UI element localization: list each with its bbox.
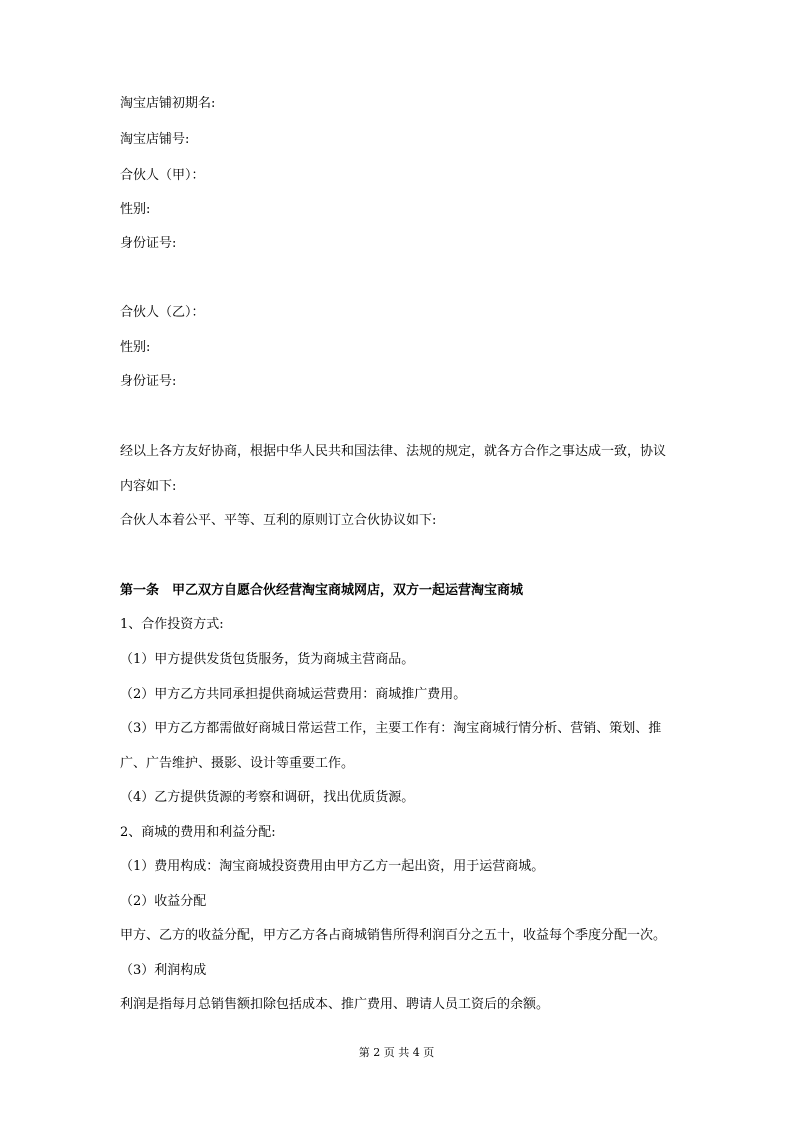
field-partner-a-id: 身份证号: <box>120 236 177 251</box>
investment-item-1: （1）甲方提供发货包货服务，货为商城主营商品。 <box>120 652 415 667</box>
section-investment-title: 1、合作投资方式: <box>120 617 224 632</box>
investment-item-3-line-2: 广、广告维护、摄影、设计等重要工作。 <box>120 756 355 771</box>
field-partner-a: 合伙人（甲）： <box>120 168 205 183</box>
field-shop-name: 淘宝店铺初期名: <box>120 96 216 111</box>
profit-item-2: （2）收益分配 <box>120 894 207 909</box>
field-partner-b-id: 身份证号: <box>120 374 177 389</box>
article-1-heading: 第一条 甲乙双方自愿合伙经营淘宝商城网店，双方一起运营淘宝商城 <box>120 583 524 598</box>
field-shop-number: 淘宝店铺号: <box>120 132 190 147</box>
profit-item-3-text: 利润是指每月总销售额扣除包括成本、推广费用、聘请人员工资后的余额。 <box>120 997 550 1012</box>
profit-item-3: （3）利润构成 <box>120 963 207 978</box>
investment-item-4: （4）乙方提供货源的考察和调研，找出优质货源。 <box>120 790 415 805</box>
field-partner-b-gender: 性别: <box>120 340 151 355</box>
field-partner-a-gender: 性别: <box>120 202 151 217</box>
field-partner-b: 合伙人（乙）： <box>120 305 205 320</box>
profit-item-2-text: 甲方、乙方的收益分配，甲方乙方各占商城销售所得利润百分之五十，收益每个季度分配一次。 <box>120 928 667 943</box>
intro-principles: 合伙人本着公平、平等、互利的原则订立合伙协议如下: <box>120 513 437 528</box>
intro-paragraph-line-2: 内容如下: <box>120 479 177 494</box>
page-number: 第 2 页 共 4 页 <box>358 1046 435 1059</box>
intro-paragraph-line-1: 经以上各方友好协商，根据中华人民共和国法律、法规的规定，就各方合作之事达成一致，协议 <box>120 444 667 459</box>
investment-item-2: （2）甲方乙方共同承担提供商城运营费用：商城推广费用。 <box>120 687 467 702</box>
investment-item-3-line-1: （3）甲方乙方都需做好商城日常运营工作，主要工作有：淘宝商城行情分析、营销、策划、推 <box>120 721 662 736</box>
section-profit-title: 2、商城的费用和利益分配: <box>120 825 276 840</box>
profit-item-1: （1）费用构成：淘宝商城投资费用由甲方乙方一起出资，用于运营商城。 <box>120 859 545 874</box>
